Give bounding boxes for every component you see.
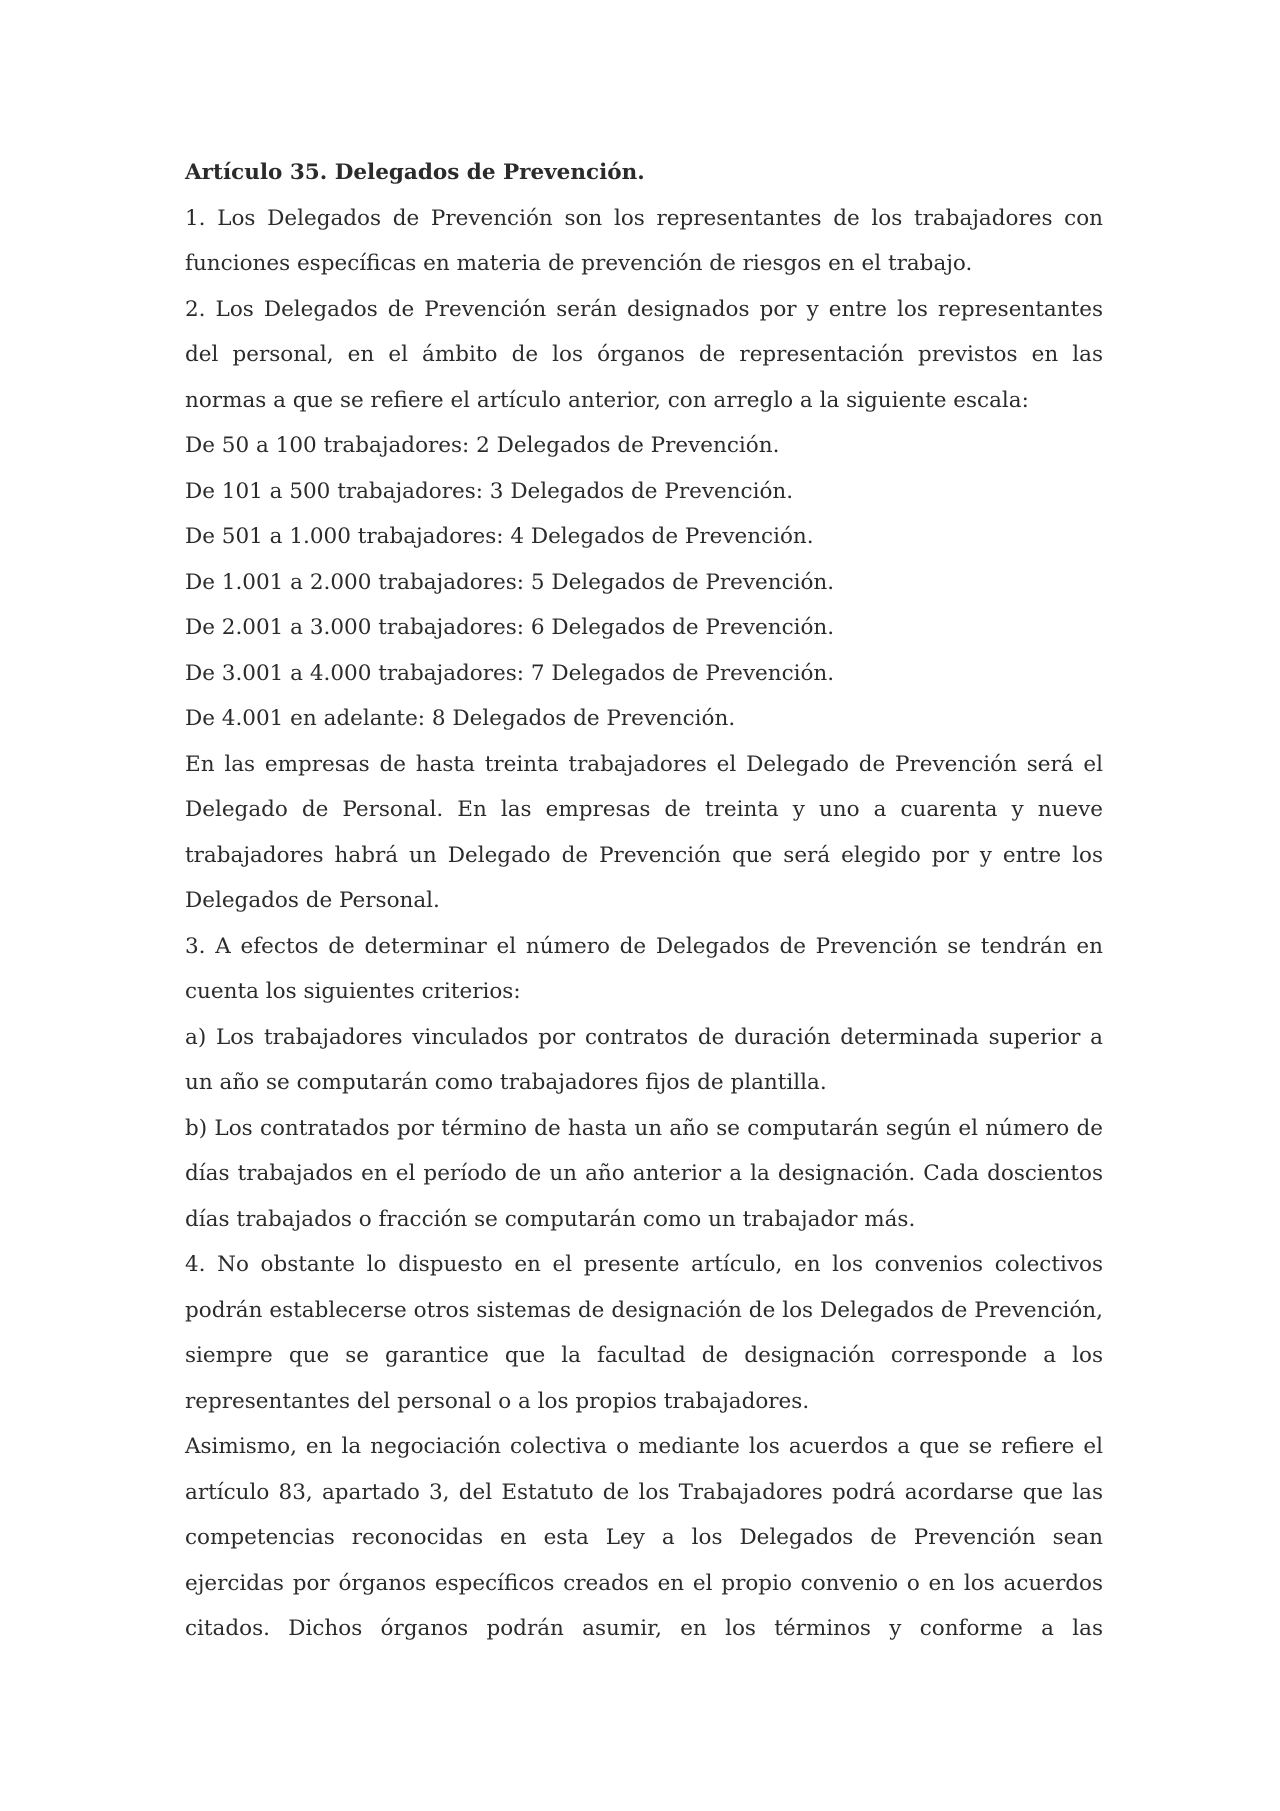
paragraph-3b: b) Los contratados por término de hasta un año se computarán según el número de días trabajados en el período de un año anterior a la designación. Cada doscientos días trabajados o fracción se computarán como un trabajador más.	[185, 1115, 1103, 1232]
document-page	[185, 150, 1103, 1652]
paragraph-4: 4. No obstante lo dispuesto en el presente artículo, en los convenios colectivos podrán establecerse otros sistemas de designación de los Delegados de Prevención, siempre que se garantice que la facultad de designación corresponde a los representantes del personal o a los propios trabajadores.	[185, 1252, 1103, 1414]
scale-item: De 50 a 100 trabajadores: 2 Delegados de Prevención.	[185, 433, 780, 458]
paragraph-small-companies: En las empresas de hasta treinta trabajadores el Delegado de Prevención será el Delegado de Personal. En las empresas de treinta y uno a cuarenta y nueve trabajadores habrá un Delegado de Prevención que será elegido por y entre los Delegados de Personal.	[185, 751, 1103, 913]
scale-item: De 101 a 500 trabajadores: 3 Delegados de Prevención.	[185, 478, 794, 504]
paragraph-1: 1. Los Delegados de Prevención son los representantes de los trabajadores con funciones específicas en materia de prevención de riesgos en el trabajo.	[185, 205, 1103, 276]
scale-item: De 2.001 a 3.000 trabajadores: 6 Delegados de Prevención.	[185, 615, 835, 640]
scale-item: De 3.001 a 4.000 trabajadores: 7 Delegados de Prevención.	[185, 660, 835, 686]
article-title: Artículo 35. Delegados de Prevención.	[185, 160, 645, 185]
scale-item: De 501 a 1.000 trabajadores: 4 Delegados de Prevención.	[185, 524, 814, 549]
scale-item: De 4.001 en adelante: 8 Delegados de Prevención.	[185, 706, 736, 731]
scale-item: De 1.001 a 2.000 trabajadores: 5 Delegados de Prevención.	[185, 569, 835, 595]
paragraph-3a: a) Los trabajadores vinculados por contratos de duración determinada superior a un año se computarán como trabajadores fijos de plantilla.	[185, 1024, 1103, 1095]
paragraph-5: Asimismo, en la negociación colectiva o mediante los acuerdos a que se refiere el artículo 83, apartado 3, del Estatuto de los Trabajadores podrá acordarse que las competencias reconocidas en esta Ley a los Delegados de Prevención sean ejercidas por órganos específicos creados en el propio convenio o en los acuerdos citados. Dichos órganos podrán asumir, en los términos y conforme a las	[185, 1434, 1103, 1641]
paragraph-2: 2. Los Delegados de Prevención serán designados por y entre los representantes del personal, en el ámbito de los órganos de representación previstos en las normas a que se refiere el artículo anterior, con arreglo a la siguiente escala:	[185, 296, 1103, 413]
paragraph-3: 3. A efectos de determinar el número de Delegados de Prevención se tendrán en cuenta los siguientes criterios:	[185, 933, 1103, 1004]
